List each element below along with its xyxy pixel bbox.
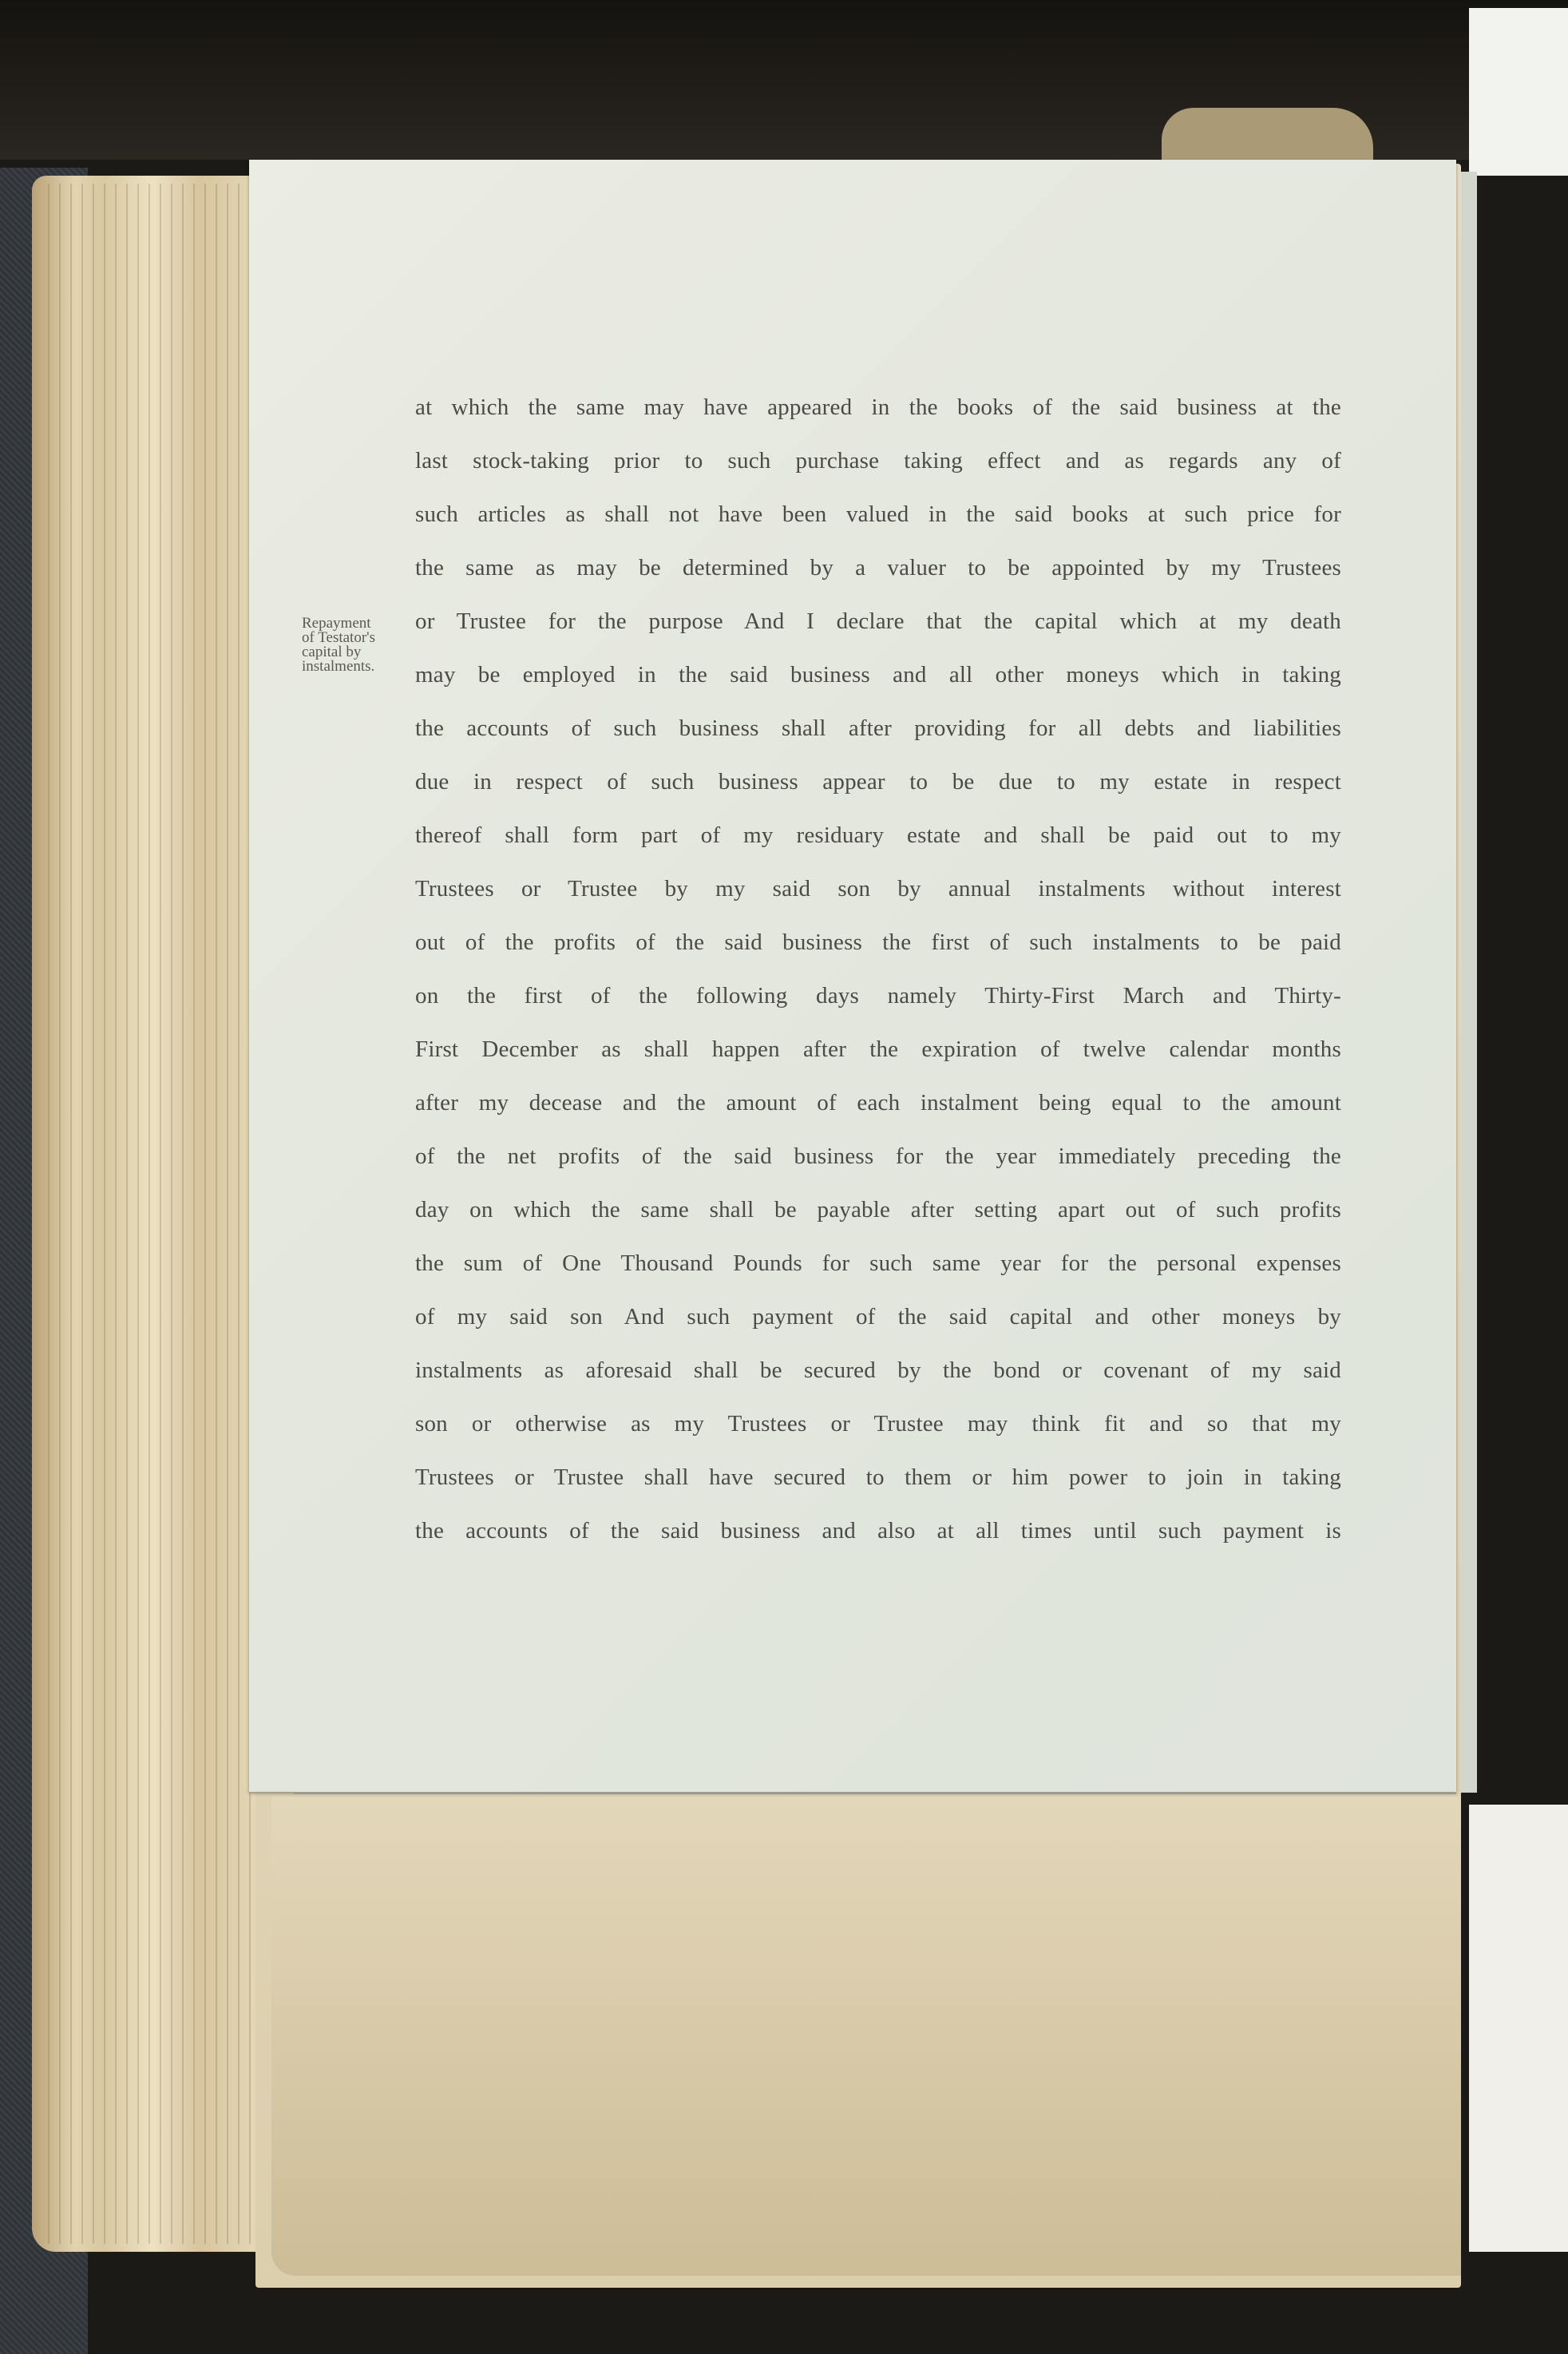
- text-line: such articles as shall not have been valued in the said books at such price for: [415, 501, 1341, 527]
- text-line: due in respect of such business appear to be due to my estate in respect: [415, 769, 1341, 795]
- text-line: may be employed in the said business and all other moneys which in taking: [415, 662, 1341, 688]
- text-line: the same as may be determined by a valuer to be appointed by my Trustees: [415, 555, 1341, 581]
- text-line: out of the profits of the said business the first of such instalments to be paid: [415, 929, 1341, 955]
- underlying-page-bottom: [271, 1797, 1461, 2276]
- text-line: or Trustee for the purpose And I declare that the capital which at my death: [415, 608, 1341, 634]
- text-line: of my said son And such payment of the said capital and other moneys by: [415, 1304, 1341, 1330]
- margin-note-line: of Testator's: [302, 629, 375, 646]
- text-line: on the first of the following days namely Thirty-First March and Thirty-: [415, 983, 1341, 1009]
- page-bottom-rule: [294, 1793, 1456, 1799]
- text-line: Trustees or Trustee shall have secured to them or him power to join in taking: [415, 1464, 1341, 1490]
- text-line: son or otherwise as my Trustees or Trustee may think fit and so that my: [415, 1411, 1341, 1437]
- page-stack-edges: [48, 184, 255, 2244]
- margin-note-line: capital by: [302, 644, 362, 660]
- background-paper-right: [1469, 8, 1568, 176]
- text-line: the sum of One Thousand Pounds for such same year for the personal expenses: [415, 1250, 1341, 1276]
- text-line: at which the same may have appeared in the books of the said business at the: [415, 394, 1341, 420]
- body-text: [415, 391, 1341, 1568]
- margin-note: [302, 616, 406, 674]
- text-line: last stock-taking prior to such purchase taking effect and as regards any of: [415, 448, 1341, 474]
- margin-note-line: instalments.: [302, 658, 375, 675]
- text-line: after my decease and the amount of each instalment being equal to the amount: [415, 1090, 1341, 1116]
- text-line: of the net profits of the said business for the year immediately preceding the: [415, 1143, 1341, 1169]
- text-line: day on which the same shall be payable after setting apart out of such profits: [415, 1197, 1341, 1223]
- text-line: Trustees or Trustee by my said son by annual instalments without interest: [415, 876, 1341, 902]
- text-line: First December as shall happen after the expiration of twelve calendar months: [415, 1036, 1341, 1062]
- text-line: thereof shall form part of my residuary estate and shall be paid out to my: [415, 822, 1341, 848]
- adjacent-page-edge: [1461, 172, 1477, 1793]
- text-line: the accounts of the said business and also at all times until such payment is: [415, 1518, 1341, 1544]
- margin-note-line: Repayment: [302, 615, 371, 632]
- background-paper-right-bottom: [1469, 1805, 1568, 2252]
- text-line: the accounts of such business shall after providing for all debts and liabilities: [415, 715, 1341, 741]
- text-line: instalments as aforesaid shall be secured by the bond or covenant of my said: [415, 1357, 1341, 1383]
